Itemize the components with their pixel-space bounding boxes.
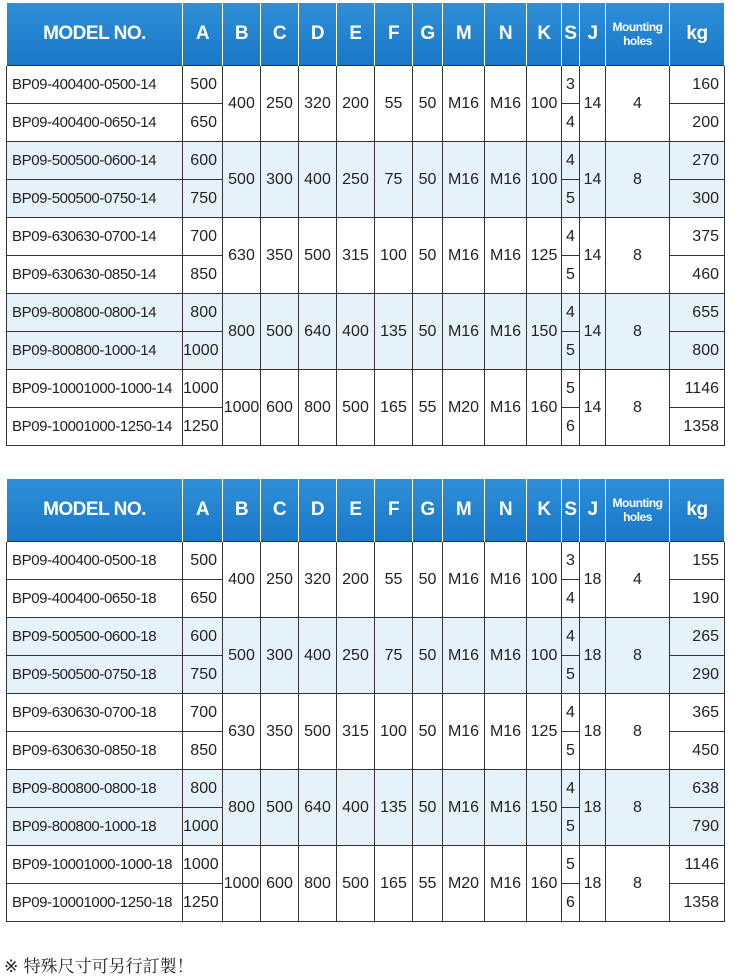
cell-g: 50: [413, 694, 443, 770]
header-holes-label: holes: [623, 510, 652, 524]
cell-mounting-holes: 8: [606, 770, 670, 846]
cell-s: 4: [562, 294, 580, 332]
cell-kg: 160: [670, 66, 725, 104]
cell-n: M16: [485, 618, 527, 694]
cell-model: BP09-630630-0700-14: [7, 218, 183, 256]
cell-s: 4: [562, 770, 580, 808]
cell-model: BP09-10001000-1000-18: [7, 846, 183, 884]
cell-e: 315: [337, 218, 375, 294]
cell-f: 55: [375, 542, 413, 618]
table-row: [7, 694, 725, 732]
cell-kg: 638: [670, 770, 725, 808]
cell-j: 18: [580, 846, 606, 922]
cell-mounting-holes: 8: [606, 618, 670, 694]
header-s: S: [562, 3, 580, 66]
cell-j: 14: [580, 370, 606, 446]
header-m: M: [443, 479, 485, 542]
cell-kg: 450: [670, 732, 725, 770]
cell-a: 700: [183, 218, 223, 256]
spec-table-14: [6, 3, 725, 446]
cell-kg: 265: [670, 618, 725, 656]
table-row: [7, 294, 725, 332]
cell-n: M16: [485, 142, 527, 218]
table-body: [7, 542, 725, 922]
header-a: A: [183, 3, 223, 66]
cell-s: 4: [562, 142, 580, 180]
cell-k: 100: [527, 142, 562, 218]
cell-k: 100: [527, 66, 562, 142]
cell-model: BP09-500500-0750-14: [7, 180, 183, 218]
cell-c: 600: [261, 846, 299, 922]
header-f: F: [375, 3, 413, 66]
cell-c: 500: [261, 294, 299, 370]
cell-a: 850: [183, 732, 223, 770]
cell-c: 500: [261, 770, 299, 846]
cell-b: 500: [223, 142, 261, 218]
header-g: G: [413, 479, 443, 542]
cell-a: 650: [183, 580, 223, 618]
cell-a: 800: [183, 294, 223, 332]
cell-b: 630: [223, 694, 261, 770]
cell-c: 350: [261, 218, 299, 294]
cell-g: 50: [413, 218, 443, 294]
cell-g: 50: [413, 618, 443, 694]
header-model: MODEL NO.: [7, 479, 183, 542]
cell-d: 500: [299, 694, 337, 770]
cell-f: 75: [375, 142, 413, 218]
cell-e: 250: [337, 618, 375, 694]
cell-j: 18: [580, 542, 606, 618]
cell-c: 600: [261, 370, 299, 446]
cell-b: 1000: [223, 846, 261, 922]
cell-b: 800: [223, 770, 261, 846]
cell-s: 5: [562, 180, 580, 218]
header-n: N: [485, 3, 527, 66]
cell-c: 250: [261, 542, 299, 618]
cell-s: 4: [562, 580, 580, 618]
cell-g: 50: [413, 66, 443, 142]
cell-e: 500: [337, 370, 375, 446]
cell-a: 1000: [183, 370, 223, 408]
cell-c: 300: [261, 142, 299, 218]
header-j: J: [580, 479, 606, 542]
table-row: [7, 542, 725, 580]
cell-s: 5: [562, 656, 580, 694]
cell-s: 3: [562, 66, 580, 104]
table-row: [7, 218, 725, 256]
cell-s: 4: [562, 218, 580, 256]
cell-m: M16: [443, 66, 485, 142]
cell-model: BP09-800800-0800-14: [7, 294, 183, 332]
header-j: J: [580, 3, 606, 66]
cell-j: 14: [580, 142, 606, 218]
cell-mounting-holes: 8: [606, 370, 670, 446]
cell-model: BP09-10001000-1000-14: [7, 370, 183, 408]
table-row: [7, 770, 725, 808]
cell-kg: 1146: [670, 846, 725, 884]
cell-m: M16: [443, 142, 485, 218]
cell-s: 5: [562, 370, 580, 408]
cell-g: 55: [413, 370, 443, 446]
header-n: N: [485, 479, 527, 542]
cell-d: 640: [299, 770, 337, 846]
header-a: A: [183, 479, 223, 542]
cell-model: BP09-630630-0700-18: [7, 694, 183, 732]
cell-k: 100: [527, 618, 562, 694]
cell-m: M16: [443, 294, 485, 370]
cell-a: 700: [183, 694, 223, 732]
header-model: MODEL NO.: [7, 3, 183, 66]
cell-f: 55: [375, 66, 413, 142]
cell-g: 50: [413, 542, 443, 618]
cell-s: 5: [562, 256, 580, 294]
cell-b: 1000: [223, 370, 261, 446]
header-d: D: [299, 479, 337, 542]
cell-kg: 155: [670, 542, 725, 580]
header-row: [7, 479, 725, 542]
cell-m: M16: [443, 618, 485, 694]
header-e: E: [337, 479, 375, 542]
cell-e: 400: [337, 770, 375, 846]
cell-s: 5: [562, 732, 580, 770]
header-s: S: [562, 479, 580, 542]
cell-c: 300: [261, 618, 299, 694]
cell-a: 600: [183, 618, 223, 656]
cell-model: BP09-800800-0800-18: [7, 770, 183, 808]
header-mounting-holes: [606, 479, 670, 542]
cell-g: 50: [413, 142, 443, 218]
cell-b: 400: [223, 542, 261, 618]
cell-kg: 270: [670, 142, 725, 180]
cell-a: 850: [183, 256, 223, 294]
cell-model: BP09-400400-0650-14: [7, 104, 183, 142]
cell-kg: 1146: [670, 370, 725, 408]
cell-model: BP09-400400-0650-18: [7, 580, 183, 618]
cell-a: 1250: [183, 408, 223, 446]
cell-m: M16: [443, 694, 485, 770]
header-b: B: [223, 479, 261, 542]
cell-d: 400: [299, 618, 337, 694]
cell-kg: 655: [670, 294, 725, 332]
cell-d: 800: [299, 846, 337, 922]
cell-m: M20: [443, 370, 485, 446]
cell-kg: 1358: [670, 884, 725, 922]
table-row: [7, 66, 725, 104]
cell-a: 1000: [183, 332, 223, 370]
cell-e: 200: [337, 66, 375, 142]
cell-s: 6: [562, 884, 580, 922]
cell-a: 500: [183, 542, 223, 580]
cell-mounting-holes: 8: [606, 142, 670, 218]
cell-model: BP09-10001000-1250-18: [7, 884, 183, 922]
cell-n: M16: [485, 542, 527, 618]
cell-model: BP09-630630-0850-14: [7, 256, 183, 294]
header-mounting-holes: [606, 3, 670, 66]
cell-n: M16: [485, 218, 527, 294]
cell-m: M20: [443, 846, 485, 922]
cell-kg: 1358: [670, 408, 725, 446]
cell-kg: 460: [670, 256, 725, 294]
cell-kg: 290: [670, 656, 725, 694]
cell-model: BP09-500500-0600-14: [7, 142, 183, 180]
cell-k: 160: [527, 846, 562, 922]
header-holes-label: holes: [623, 34, 652, 48]
cell-d: 320: [299, 542, 337, 618]
cell-mounting-holes: 8: [606, 294, 670, 370]
header-kg: kg: [670, 3, 725, 66]
cell-k: 150: [527, 770, 562, 846]
cell-model: BP09-800800-1000-14: [7, 332, 183, 370]
cell-kg: 790: [670, 808, 725, 846]
cell-model: BP09-500500-0600-18: [7, 618, 183, 656]
cell-b: 500: [223, 618, 261, 694]
cell-k: 125: [527, 694, 562, 770]
header-m: M: [443, 3, 485, 66]
cell-f: 75: [375, 618, 413, 694]
cell-a: 1000: [183, 846, 223, 884]
cell-model: BP09-400400-0500-14: [7, 66, 183, 104]
cell-a: 600: [183, 142, 223, 180]
cell-d: 400: [299, 142, 337, 218]
header-row: [7, 3, 725, 66]
cell-f: 100: [375, 694, 413, 770]
cell-d: 320: [299, 66, 337, 142]
header-e: E: [337, 3, 375, 66]
cell-b: 630: [223, 218, 261, 294]
cell-f: 165: [375, 370, 413, 446]
cell-m: M16: [443, 770, 485, 846]
cell-f: 135: [375, 294, 413, 370]
cell-j: 18: [580, 770, 606, 846]
cell-s: 5: [562, 846, 580, 884]
cell-model: BP09-800800-1000-18: [7, 808, 183, 846]
spec-table-18: [6, 479, 725, 922]
cell-a: 1000: [183, 808, 223, 846]
cell-e: 200: [337, 542, 375, 618]
header-b: B: [223, 3, 261, 66]
cell-n: M16: [485, 66, 527, 142]
footnote: ※ 特殊尺寸可另行訂製！: [4, 957, 194, 977]
cell-g: 50: [413, 294, 443, 370]
cell-a: 750: [183, 180, 223, 218]
header-k: K: [527, 3, 562, 66]
table-row: [7, 142, 725, 180]
cell-mounting-holes: 4: [606, 66, 670, 142]
cell-c: 350: [261, 694, 299, 770]
cell-model: BP09-630630-0850-18: [7, 732, 183, 770]
cell-a: 500: [183, 66, 223, 104]
cell-f: 100: [375, 218, 413, 294]
cell-s: 5: [562, 808, 580, 846]
cell-model: BP09-400400-0500-18: [7, 542, 183, 580]
cell-model: BP09-500500-0750-18: [7, 656, 183, 694]
cell-m: M16: [443, 218, 485, 294]
cell-b: 400: [223, 66, 261, 142]
cell-d: 500: [299, 218, 337, 294]
table-row: [7, 618, 725, 656]
header-mounting-label: Mounting: [612, 20, 663, 34]
cell-g: 55: [413, 846, 443, 922]
cell-g: 50: [413, 770, 443, 846]
cell-kg: 375: [670, 218, 725, 256]
cell-kg: 800: [670, 332, 725, 370]
cell-s: 3: [562, 542, 580, 580]
cell-n: M16: [485, 694, 527, 770]
cell-mounting-holes: 8: [606, 846, 670, 922]
cell-kg: 300: [670, 180, 725, 218]
cell-e: 400: [337, 294, 375, 370]
header-d: D: [299, 3, 337, 66]
cell-a: 650: [183, 104, 223, 142]
cell-e: 250: [337, 142, 375, 218]
cell-j: 18: [580, 694, 606, 770]
cell-k: 100: [527, 542, 562, 618]
cell-j: 14: [580, 66, 606, 142]
cell-s: 4: [562, 694, 580, 732]
cell-n: M16: [485, 294, 527, 370]
header-c: C: [261, 3, 299, 66]
cell-n: M16: [485, 770, 527, 846]
cell-mounting-holes: 8: [606, 218, 670, 294]
cell-s: 6: [562, 408, 580, 446]
cell-e: 500: [337, 846, 375, 922]
cell-a: 1250: [183, 884, 223, 922]
cell-j: 14: [580, 294, 606, 370]
cell-j: 14: [580, 218, 606, 294]
cell-k: 150: [527, 294, 562, 370]
header-g: G: [413, 3, 443, 66]
cell-k: 125: [527, 218, 562, 294]
cell-f: 135: [375, 770, 413, 846]
cell-d: 640: [299, 294, 337, 370]
cell-kg: 200: [670, 104, 725, 142]
cell-k: 160: [527, 370, 562, 446]
cell-f: 165: [375, 846, 413, 922]
cell-mounting-holes: 4: [606, 542, 670, 618]
cell-m: M16: [443, 542, 485, 618]
cell-e: 315: [337, 694, 375, 770]
cell-n: M16: [485, 370, 527, 446]
table-body: [7, 66, 725, 446]
cell-j: 18: [580, 618, 606, 694]
cell-c: 250: [261, 66, 299, 142]
cell-a: 750: [183, 656, 223, 694]
cell-b: 800: [223, 294, 261, 370]
table-row: [7, 846, 725, 884]
cell-model: BP09-10001000-1250-14: [7, 408, 183, 446]
cell-s: 5: [562, 332, 580, 370]
header-k: K: [527, 479, 562, 542]
header-mounting-label: Mounting: [612, 496, 663, 510]
cell-mounting-holes: 8: [606, 694, 670, 770]
cell-d: 800: [299, 370, 337, 446]
cell-n: M16: [485, 846, 527, 922]
table-row: [7, 370, 725, 408]
header-c: C: [261, 479, 299, 542]
header-kg: kg: [670, 479, 725, 542]
cell-kg: 365: [670, 694, 725, 732]
cell-a: 800: [183, 770, 223, 808]
cell-s: 4: [562, 618, 580, 656]
cell-s: 4: [562, 104, 580, 142]
header-f: F: [375, 479, 413, 542]
cell-kg: 190: [670, 580, 725, 618]
